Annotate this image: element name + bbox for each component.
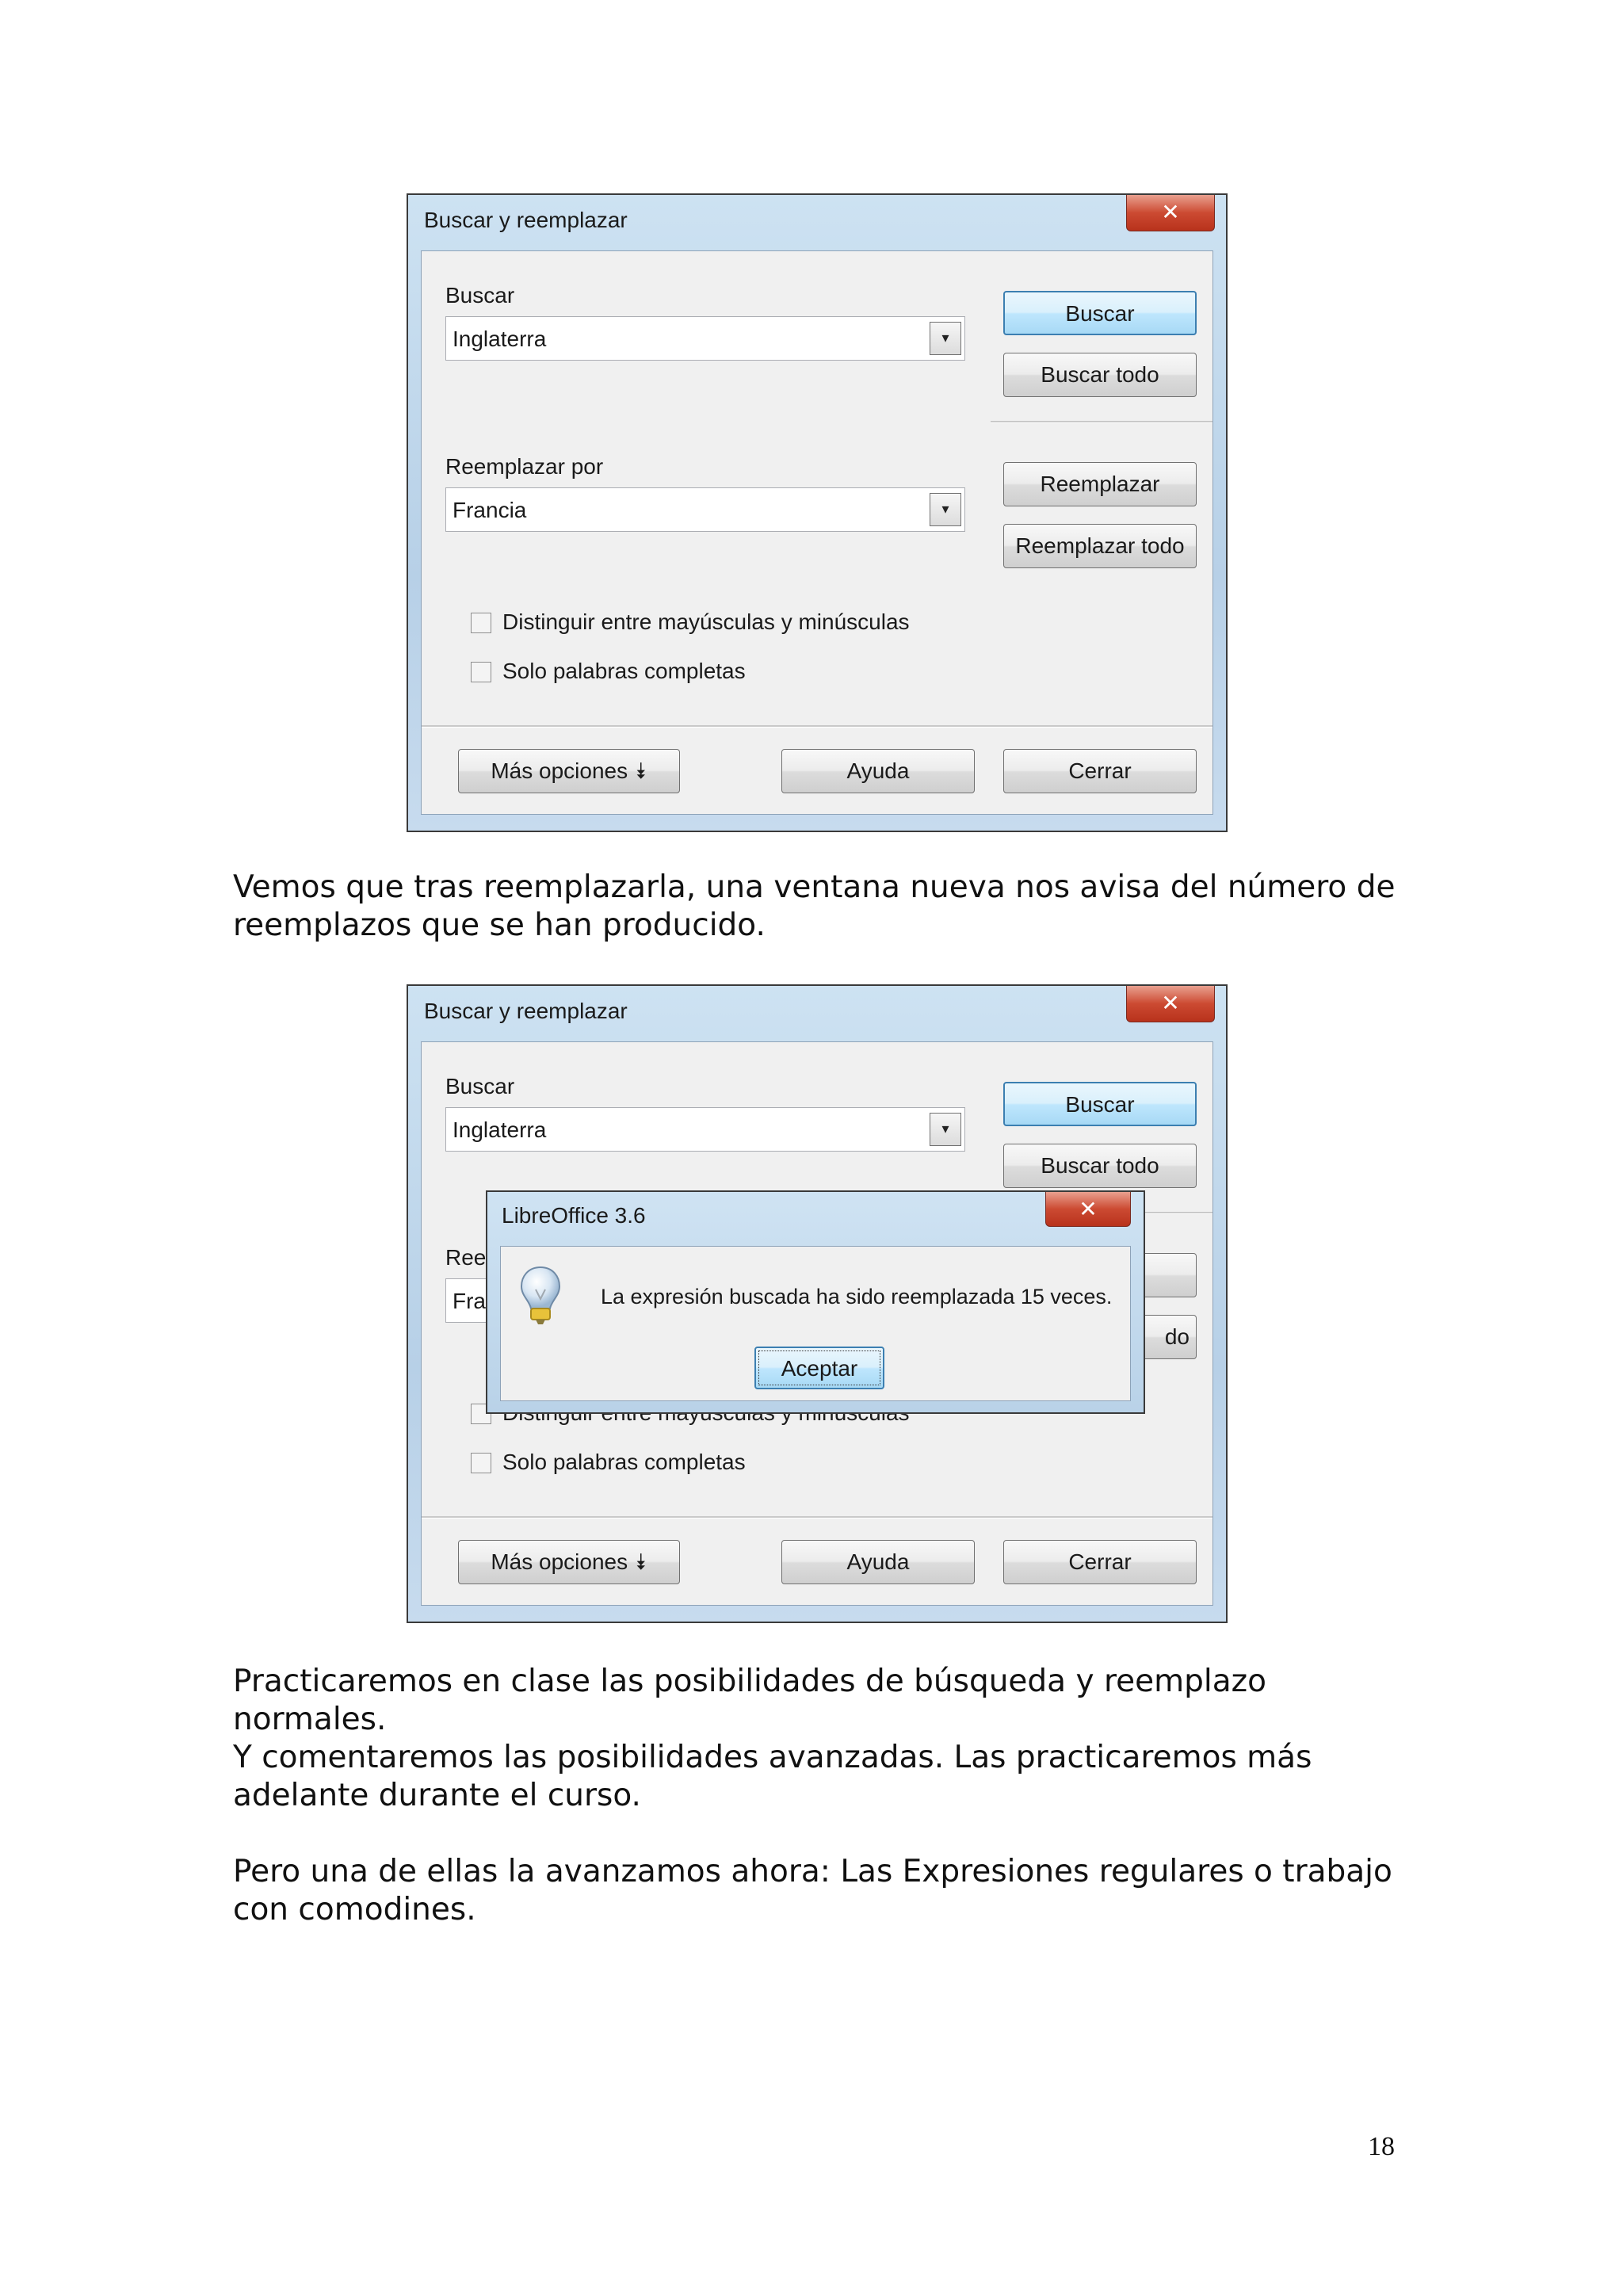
replace-value: Francia: [453, 498, 527, 522]
find-replace-dialog: [407, 193, 1228, 832]
search-value: Inglaterra: [453, 1117, 547, 1142]
find-button[interactable]: Buscar: [1003, 1082, 1197, 1126]
more-options-button[interactable]: Más opciones ⯯: [458, 749, 680, 793]
replace-label: Ree: [445, 1245, 487, 1270]
replace-all-button[interactable]: Reemplazar todo: [1003, 524, 1197, 568]
replace-all-label: do: [1164, 1324, 1190, 1349]
close-icon[interactable]: ✕: [1045, 1192, 1131, 1227]
dialog-title: Buscar y reemplazar: [424, 208, 628, 232]
message-box: [486, 1190, 1145, 1414]
separator: [422, 725, 1212, 728]
whole-words-label: Solo palabras completas: [502, 659, 746, 683]
paragraph: Y comentaremos las posibilidades avanzadas. Las practicaremos más adelante durante el curso.: [233, 1740, 1312, 1813]
replace-label: Reemplazar por: [445, 454, 604, 479]
chevron-down-icon[interactable]: ▾: [930, 322, 961, 355]
lightbulb-icon: [517, 1264, 564, 1328]
separator: [422, 1516, 1212, 1519]
paragraph: Vemos que tras reemplazarla, una ventana nueva nos avisa del número de reemplazos que se han producido.: [233, 869, 1396, 943]
paragraph: Practicaremos en clase las posibilidades de búsqueda y reemplazo normales.: [233, 1664, 1266, 1737]
replace-value: Fra: [453, 1289, 486, 1313]
dialog-body: [421, 250, 1213, 815]
help-button[interactable]: Ayuda: [781, 1540, 975, 1584]
chevron-down-icon[interactable]: ▾: [930, 493, 961, 526]
close-icon[interactable]: ✕: [1126, 986, 1215, 1022]
search-label: Buscar: [445, 1074, 515, 1098]
match-case-checkbox[interactable]: [471, 613, 491, 633]
find-all-button[interactable]: Buscar todo: [1003, 353, 1197, 397]
replace-combobox[interactable]: [445, 487, 965, 532]
search-combobox[interactable]: [445, 316, 965, 361]
chevron-down-icon[interactable]: ▾: [930, 1113, 961, 1146]
message-box-title: LibreOffice 3.6: [502, 1203, 646, 1228]
search-label: Buscar: [445, 283, 515, 308]
whole-words-checkbox[interactable]: [471, 662, 491, 682]
match-case-label: Distinguir entre mayúsculas y minúsculas: [502, 609, 910, 634]
separator: [991, 421, 1212, 423]
search-combobox[interactable]: [445, 1107, 965, 1152]
close-button[interactable]: Cerrar: [1003, 1540, 1197, 1584]
help-button[interactable]: Ayuda: [781, 749, 975, 793]
ok-button[interactable]: Aceptar: [754, 1347, 884, 1389]
close-button[interactable]: Cerrar: [1003, 749, 1197, 793]
message-box-body: [500, 1246, 1131, 1401]
close-icon[interactable]: ✕: [1126, 195, 1215, 231]
paragraph: Pero una de ellas la avanzamos ahora: Las Expresiones regulares o trabajo con comodines.: [233, 1854, 1392, 1927]
find-all-button[interactable]: Buscar todo: [1003, 1144, 1197, 1188]
whole-words-checkbox[interactable]: [471, 1453, 491, 1473]
more-options-button[interactable]: Más opciones ⯯: [458, 1540, 680, 1584]
search-value: Inglaterra: [453, 327, 547, 351]
find-replace-dialog: [407, 984, 1228, 1623]
dialog-title: Buscar y reemplazar: [424, 999, 628, 1023]
page-number: 18: [1368, 2132, 1395, 2161]
find-button[interactable]: Buscar: [1003, 291, 1197, 335]
message-text: La expresión buscada ha sido reemplazada 15 veces.: [601, 1285, 1113, 1308]
whole-words-label: Solo palabras completas: [502, 1450, 746, 1474]
replace-button[interactable]: Reemplazar: [1003, 462, 1197, 506]
